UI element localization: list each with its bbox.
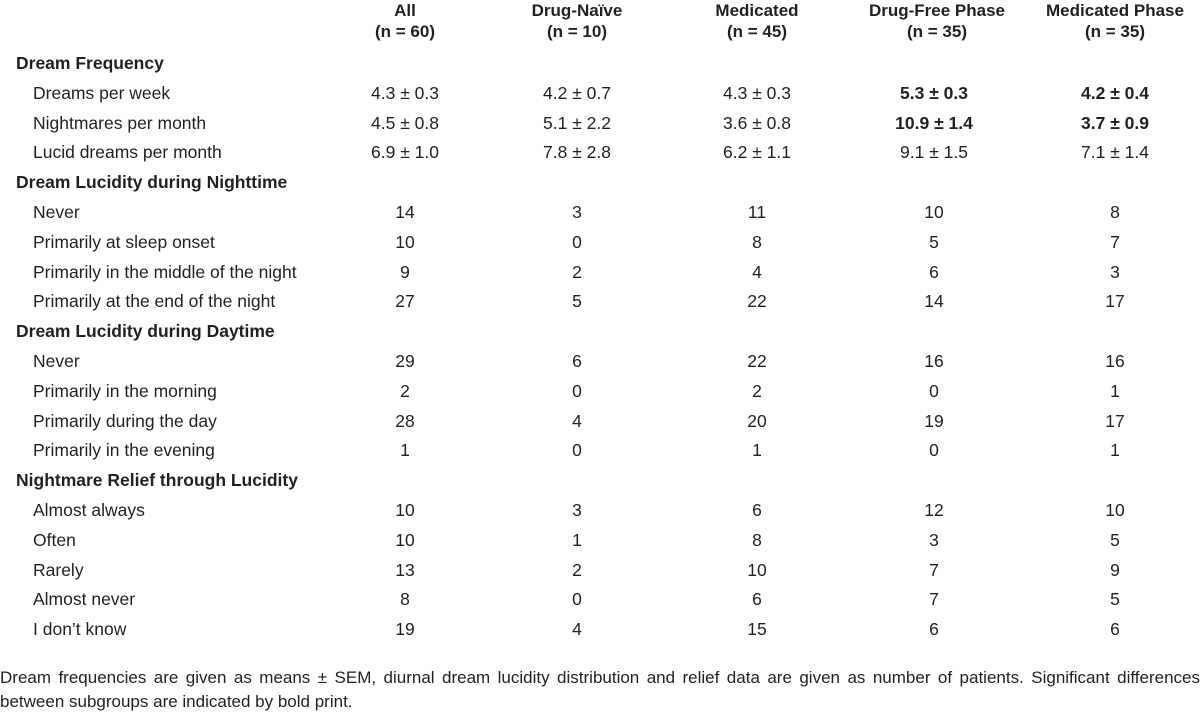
table-cell: 3 [929, 529, 939, 550]
table-cell: 6 [929, 619, 939, 640]
row-label: Often [33, 529, 76, 550]
table-cell: 5.1 ± 2.2 [543, 112, 611, 133]
row-label: Primarily at the end of the night [33, 291, 276, 312]
table-cell: 10 [747, 559, 767, 580]
row-label: Primarily during the day [33, 410, 217, 431]
column-n: (n = 35) [907, 22, 967, 41]
table-cell: 3 [572, 202, 582, 222]
table-cell: 8 [400, 589, 410, 610]
column-header-all [325, 0, 485, 42]
row-label: Dreams per week [33, 82, 171, 103]
table-cell: 19 [924, 410, 944, 431]
section-heading: Nightmare Relief through Lucidity [16, 470, 298, 491]
table-footnote: Dream frequencies are given as means ± SEM, diurnal dream lucidity distribution and relief data are given as number of patients. Significant differences between subgroups are indicated by bold print. [0, 668, 1200, 711]
column-title: Drug-Naïve [531, 1, 623, 20]
table-cell: 29 [395, 351, 415, 371]
table-cell: 2 [572, 261, 582, 282]
table-row [0, 78, 1200, 108]
row-label: Never [33, 351, 80, 371]
table-cell: 10 [395, 500, 415, 520]
table-cell: 10 [1105, 500, 1125, 520]
column-n: (n = 45) [727, 22, 787, 41]
row-label: Nightmares per month [33, 112, 207, 133]
table-row [0, 108, 1200, 138]
table-row [0, 227, 1200, 257]
table-cell: 17 [1105, 410, 1125, 431]
table-cell: 6.2 ± 1.1 [723, 142, 791, 163]
section-heading: Dream Lucidity during Daytime [16, 321, 275, 342]
table-cell: 1 [572, 529, 582, 550]
row-label: Almost never [33, 589, 136, 610]
row-label: Primarily in the middle of the night [33, 261, 297, 282]
table-cell: 0 [572, 589, 582, 610]
row-label: Primarily in the morning [33, 380, 217, 401]
table-cell: 5 [1110, 589, 1120, 610]
table-cell: 22 [747, 351, 767, 371]
table-cell: 9 [400, 261, 410, 282]
table-cell: 4 [572, 619, 582, 640]
table-row [0, 525, 1200, 555]
table-cell: 10 [395, 529, 415, 550]
section-heading: Dream Frequency [16, 53, 164, 73]
table-cell: 0 [572, 380, 582, 401]
column-n: (n = 10) [547, 22, 607, 41]
table-cell: 7.8 ± 2.8 [543, 142, 611, 163]
table-cell: 7 [929, 559, 939, 580]
table-cell: 2 [572, 559, 582, 580]
table-row [0, 495, 1200, 525]
table-row [0, 406, 1200, 436]
table-row [0, 584, 1200, 614]
column-title: Drug-Free Phase [868, 1, 1006, 20]
table-cell: 8 [752, 529, 762, 550]
table-cell: 5.3 ± 0.3 [900, 82, 968, 103]
table-cell: 9 [1110, 559, 1120, 580]
table-cell: 6 [752, 589, 762, 610]
table-cell: 22 [747, 291, 767, 312]
table-cell: 19 [395, 619, 415, 640]
table-cell: 10 [924, 202, 944, 222]
table-cell: 10.9 ± 1.4 [895, 112, 973, 133]
row-label: Rarely [33, 559, 84, 580]
table-cell: 9.1 ± 1.5 [900, 142, 968, 163]
column-header-medicated-phase [1030, 0, 1200, 42]
column-header-medicated [677, 0, 837, 42]
table-cell: 0 [929, 440, 939, 461]
table-cell: 16 [924, 351, 944, 371]
table-cell: 14 [924, 291, 944, 312]
row-label: Never [33, 202, 80, 222]
table-cell: 3.7 ± 0.9 [1081, 112, 1149, 133]
table-cell: 3.6 ± 0.8 [723, 112, 791, 133]
table-cell: 2 [400, 380, 410, 401]
table-cell: 0 [572, 231, 582, 252]
table-cell: 1 [1110, 380, 1120, 401]
table-cell: 4.2 ± 0.7 [543, 82, 611, 103]
column-title: Medicated Phase [1046, 1, 1184, 20]
table-cell: 3 [1110, 261, 1120, 282]
table-row [0, 257, 1200, 287]
column-n: (n = 35) [1085, 22, 1145, 41]
table-cell: 4.2 ± 0.4 [1081, 82, 1149, 103]
table-cell: 8 [752, 231, 762, 252]
table-cell: 6 [929, 261, 939, 282]
table-cell: 7 [929, 589, 939, 610]
table-cell: 5 [572, 291, 582, 312]
table-cell: 6 [572, 351, 582, 371]
table-cell: 28 [395, 410, 415, 431]
row-label: Lucid dreams per month [33, 142, 222, 163]
table-cell: 7.1 ± 1.4 [1081, 142, 1149, 163]
table-row [0, 197, 1200, 227]
row-label: Almost always [33, 500, 145, 520]
table-cell: 16 [1105, 351, 1125, 371]
row-label: Primarily at sleep onset [33, 231, 215, 252]
table-cell: 11 [747, 202, 767, 222]
table-cell: 3 [572, 500, 582, 520]
table-cell: 1 [752, 440, 762, 461]
table-cell: 5 [1110, 529, 1120, 550]
table-cell: 8 [1110, 202, 1120, 222]
table-cell: 1 [1110, 440, 1120, 461]
table-cell: 20 [747, 410, 767, 431]
table-cell: 4 [572, 410, 582, 431]
table-row [0, 614, 1200, 644]
table-row [0, 555, 1200, 585]
table-cell: 7 [1110, 231, 1120, 252]
table-row [0, 346, 1200, 376]
table-row [0, 376, 1200, 406]
table-cell: 4.5 ± 0.8 [371, 112, 439, 133]
table-cell: 6 [1110, 619, 1120, 640]
table-cell: 10 [395, 231, 415, 252]
table-cell: 17 [1105, 291, 1125, 312]
table-cell: 0 [929, 380, 939, 401]
table-cell: 4.3 ± 0.3 [371, 82, 439, 103]
column-header-drug-free-phase [852, 0, 1022, 42]
table-cell: 13 [395, 559, 415, 580]
row-label: Primarily in the evening [33, 440, 215, 461]
section-heading: Dream Lucidity during Nighttime [16, 172, 288, 193]
row-label: I don’t know [33, 619, 127, 640]
column-n: (n = 60) [375, 22, 435, 41]
table-row [0, 286, 1200, 316]
table-cell: 14 [395, 202, 415, 222]
table-row [0, 137, 1200, 167]
table-cell: 2 [752, 380, 762, 401]
column-title: Medicated [715, 1, 799, 20]
table-cell: 1 [400, 440, 410, 461]
table-cell: 27 [395, 291, 415, 312]
table-cell: 6 [752, 500, 762, 520]
column-title: All [394, 1, 416, 20]
table-cell: 4.3 ± 0.3 [723, 82, 791, 103]
table-header [0, 0, 1200, 48]
table-row [0, 435, 1200, 465]
table-cell: 6.9 ± 1.0 [371, 142, 439, 163]
table-cell: 15 [747, 619, 767, 640]
table-cell: 4 [752, 261, 762, 282]
column-header-drug-naive [497, 0, 657, 42]
table-cell: 12 [924, 500, 944, 520]
table-cell: 5 [929, 231, 939, 252]
table-cell: 0 [572, 440, 582, 461]
